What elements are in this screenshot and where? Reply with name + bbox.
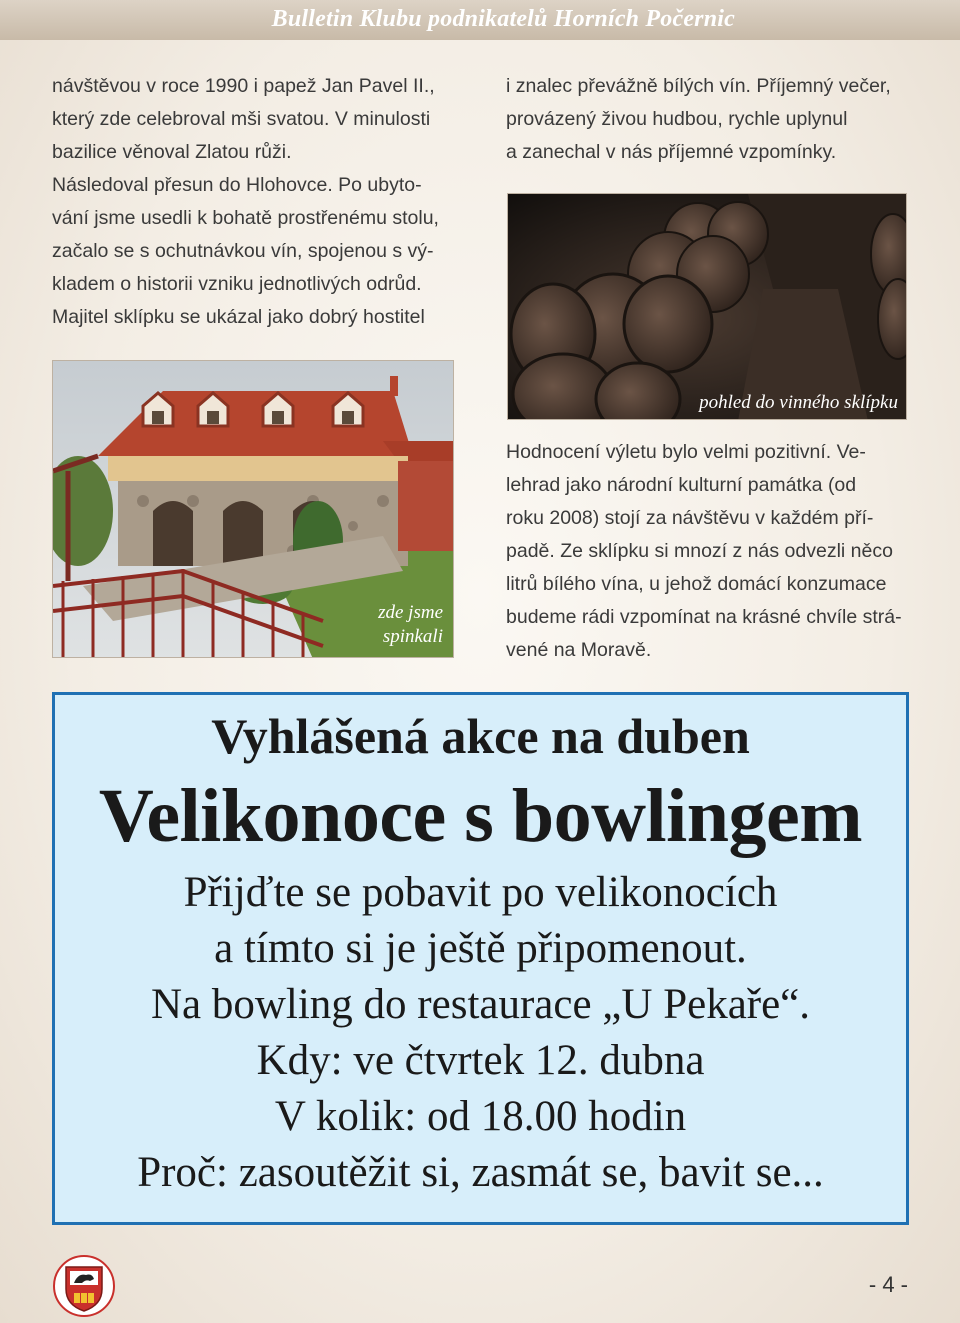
- right-column-top-text: [506, 70, 911, 169]
- guesthouse-photo-caption: [378, 601, 443, 649]
- text-line: budeme rádi vzpomínat na krásné chvíle strá-: [506, 606, 902, 628]
- text-line: vené na Moravě.: [506, 639, 652, 661]
- event-line: Přijďte se pobavit po velikonocích: [183, 869, 778, 916]
- bulletin-title: Bulletin Klubu podnikatelů Horních Počernic: [271, 6, 735, 32]
- text-line: Majitel sklípku se ukázal jako dobrý hostitel: [52, 306, 425, 328]
- wine-cellar-photo: [507, 193, 907, 420]
- cellar-photo-caption: pohled do vinného sklípku: [699, 392, 898, 413]
- text-line: Hodnocení výletu bylo velmi pozitivní. Ve-: [506, 441, 866, 463]
- event-line: Na bowling do restaurace „U Pekaře“.: [150, 981, 811, 1028]
- text-line: lehrad jako národní kulturní památka (od: [506, 474, 857, 496]
- text-line: bazilice věnoval Zlatou růži.: [52, 141, 292, 163]
- club-crest-icon: [52, 1253, 116, 1319]
- text-line: návštěvou v roce 1990 i papež Jan Pavel II.,: [52, 75, 435, 97]
- text-line: provázený živou hudbou, rychle uplynul: [506, 108, 848, 130]
- text-line: a zanechal v nás příjemné vzpomínky.: [506, 141, 837, 163]
- event-announcement-box: [52, 692, 909, 1225]
- event-line: a tímto si je ještě připomenout.: [214, 925, 747, 972]
- caption-line: spinkali: [382, 626, 443, 647]
- caption-line: zde jsme: [378, 602, 443, 623]
- text-line: začalo se s ochutnávkou vín, spojenou s vý-: [52, 240, 434, 262]
- text-line: který zde celebroval mši svatou. V minulosti: [52, 108, 431, 130]
- page-number: - 4 -: [868, 1272, 908, 1297]
- event-line: V kolik: od 18.00 hodin: [274, 1093, 687, 1140]
- event-heading: Vyhlášená akce na duben: [211, 708, 750, 764]
- text-line: padě. Ze sklípku si mnozí z nás odvezli něco: [506, 540, 893, 562]
- event-title: Velikonoce s bowlingem: [98, 774, 863, 858]
- header-bar: [0, 0, 960, 40]
- event-line: Proč: zasoutěžit si, zasmát se, bavit se...: [137, 1149, 824, 1196]
- text-line: roku 2008) stojí za návštěvu v každém pří-: [506, 507, 874, 529]
- guesthouse-photo: [52, 360, 454, 658]
- left-column-text: [52, 70, 457, 334]
- wine-cellar-illustration: [508, 194, 907, 420]
- text-line: vání jsme usedli k bohatě prostřenému stolu,: [52, 207, 439, 229]
- text-line: kladem o historii vzniku jednotlivých odrůd.: [52, 273, 422, 295]
- text-line: litrů bílého vína, u jehož domácí konzumace: [506, 573, 887, 595]
- event-line: Kdy: ve čtvrtek 12. dubna: [256, 1037, 705, 1084]
- text-line: i znalec převážně bílých vín. Příjemný večer,: [506, 75, 891, 97]
- right-column-bottom-text: [506, 436, 911, 667]
- text-line: Následoval přesun do Hlohovce. Po ubyto-: [52, 174, 422, 196]
